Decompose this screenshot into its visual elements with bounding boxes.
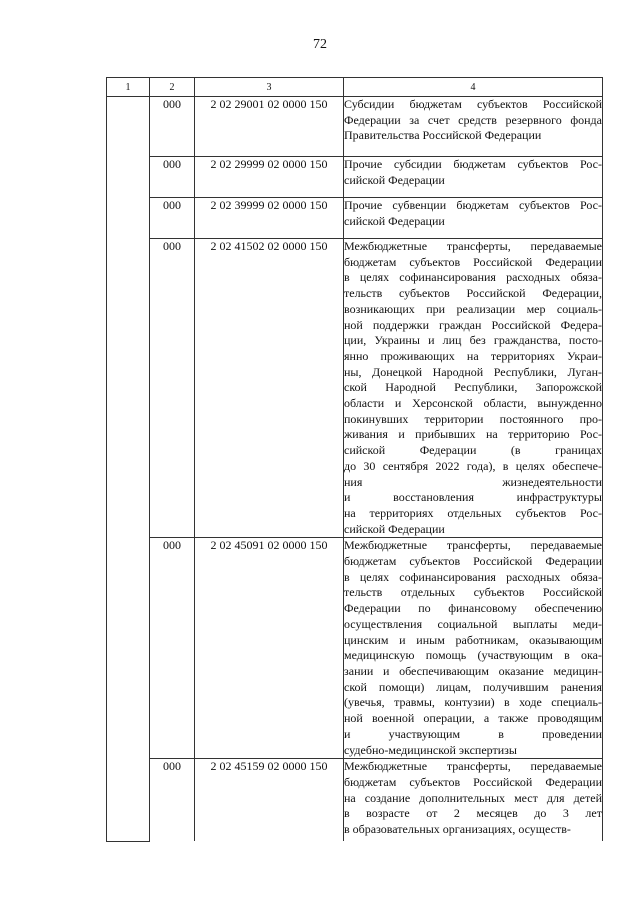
- description-line: медицинскую помощь (участвующим в ока-: [344, 648, 602, 663]
- header-col-3: 3: [195, 78, 344, 97]
- description-line: ской помощи) лицам, получившим ранения: [344, 679, 602, 694]
- description-line: Межбюджетные трансферты, передаваемые: [344, 239, 602, 253]
- budget-classification-code-cell: 2 02 45091 02 0000 150: [195, 538, 344, 759]
- description-line: Прочие субвенции бюджетам субъектов Рос-: [344, 198, 602, 212]
- description-cell: [344, 97, 603, 157]
- table-row: [107, 239, 603, 538]
- admin-code-cell: 000: [150, 239, 195, 538]
- description-line: Правительства Российской Федерации: [344, 128, 542, 143]
- description-line: ции, Украины и лиц без гражданства, посто-: [344, 333, 602, 348]
- description-line: сийской Федерации (в границах: [344, 443, 602, 458]
- description-line: в образовательных организациях, осуществ-: [344, 822, 571, 837]
- description-line: тельств субъектов Российской Федерации,: [344, 286, 602, 301]
- description-line: покинувших территории постоянного про-: [344, 411, 602, 426]
- empty-col-1-cell: [107, 97, 150, 842]
- description-line: Федерации по финансовому обеспечению: [344, 601, 602, 616]
- header-col-4: 4: [344, 78, 603, 97]
- description-line: цинским и иным работникам, оказывающим: [344, 632, 602, 647]
- description-line: ской Народной Республики, Запорожской: [344, 380, 602, 395]
- table-row: [107, 157, 603, 198]
- description-line: и восстановления инфраструктуры: [344, 490, 602, 505]
- description-line: до 30 сентября 2022 года), в целях обеспече-: [344, 458, 602, 473]
- description-line: янно проживающих на территориях Украи-: [344, 348, 602, 363]
- header-col-2: 2: [150, 78, 195, 97]
- description-cell: [344, 538, 603, 759]
- budget-classification-code-cell: 2 02 29001 02 0000 150: [195, 97, 344, 157]
- page-number: 72: [313, 37, 327, 52]
- admin-code-cell: 000: [150, 759, 195, 842]
- description-line: сийской Федерации: [344, 172, 445, 187]
- budget-classification-code-cell: 2 02 29999 02 0000 150: [195, 157, 344, 198]
- budget-revenue-table: [106, 77, 603, 842]
- description-line: ны, Донецкой Народной Республики, Луган-: [344, 364, 602, 379]
- description-line: в целях софинансирования расходных обяза-: [344, 569, 602, 584]
- description-line: ной поддержки граждан Российской Федера-: [344, 317, 602, 332]
- description-line: Межбюджетные трансферты, передаваемые: [344, 538, 602, 553]
- table-row: [107, 759, 603, 842]
- admin-code-cell: 000: [150, 97, 195, 157]
- admin-code-cell: 000: [150, 157, 195, 198]
- table-header-row: [107, 78, 603, 97]
- description-line: сийской Федерации: [344, 213, 445, 228]
- admin-code-cell: 000: [150, 538, 195, 759]
- table-row: [107, 538, 603, 759]
- description-cell: [344, 239, 603, 538]
- description-line: ния жизнедеятельности: [344, 474, 602, 489]
- description-line: Межбюджетные трансферты, передаваемые: [344, 759, 602, 774]
- description-line: осуществления социальной выплаты меди-: [344, 616, 602, 631]
- description-line: на создание дополнительных мест для детей: [344, 790, 602, 805]
- description-line: судебно-медицинской экспертизы: [344, 742, 517, 757]
- description-line: зании и обеспечивающим оказание медицин-: [344, 663, 602, 678]
- table-row: [107, 97, 603, 157]
- description-line: тельств отдельных субъектов Российской: [344, 585, 602, 600]
- description-line: бюджетам субъектов Российской Федерации: [344, 774, 602, 789]
- description-cell: [344, 759, 603, 842]
- description-line: ной военной операции, а также проводящим: [344, 711, 602, 726]
- table-row: [107, 198, 603, 239]
- budget-classification-code-cell: 2 02 41502 02 0000 150: [195, 239, 344, 538]
- description-line: Субсидии бюджетам субъектов Российской: [344, 97, 602, 111]
- description-line: сийской Федерации: [344, 521, 445, 536]
- description-line: в возрасте от 2 месяцев до 3 лет: [344, 806, 602, 821]
- description-line: бюджетам субъектов Российской Федерации: [344, 554, 602, 569]
- admin-code-cell: 000: [150, 198, 195, 239]
- budget-classification-code-cell: 2 02 39999 02 0000 150: [195, 198, 344, 239]
- description-line: и участвующим в проведении: [344, 726, 602, 741]
- description-line: области и Херсонской области, вынужденно: [344, 396, 602, 411]
- description-line: (увечья, травмы, контузии) в ходе специаль-: [344, 695, 602, 710]
- description-cell: [344, 198, 603, 239]
- header-col-1: 1: [107, 78, 150, 97]
- description-cell: [344, 157, 603, 198]
- description-line: живания и прибывших на территорию Рос-: [344, 427, 602, 442]
- budget-classification-code-cell: 2 02 45159 02 0000 150: [195, 759, 344, 842]
- description-line: Федерации за счет средств резервного фонда: [344, 112, 602, 127]
- description-line: возникающих при реализации мер социаль-: [344, 301, 602, 316]
- description-line: бюджетам субъектов Российской Федерации: [344, 254, 602, 269]
- description-line: на территориях отдельных субъектов Рос-: [344, 505, 602, 520]
- description-line: Прочие субсидии бюджетам субъектов Рос-: [344, 157, 602, 171]
- description-line: в целях софинансирования расходных обяза-: [344, 270, 602, 285]
